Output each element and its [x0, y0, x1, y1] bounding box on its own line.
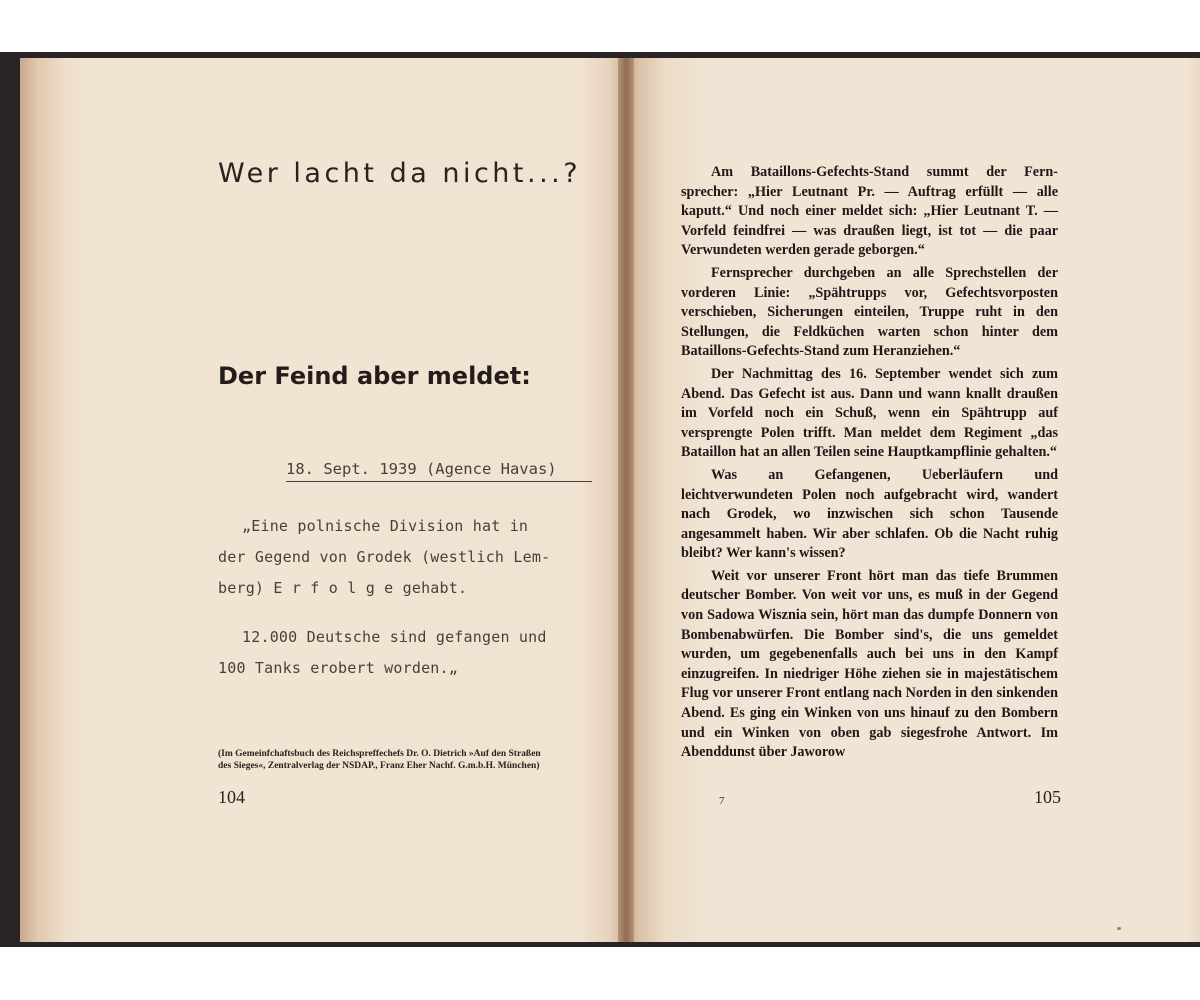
top-margin — [0, 0, 1200, 52]
typed-line: berg) E r f o l g e gehabt. — [218, 579, 468, 597]
typed-line: der Gegend von Grodek (westlich Lem- — [218, 548, 551, 566]
typed-line: 12.000 Deutsche sind gefangen und — [242, 628, 547, 646]
paragraph: Was an Gefangenen, Ueberläufern und leichtverwundeten Polen noch aufgebracht wird, wandert nach Grodek, wo inzwischen sich schon Tausende angesammelt haben. Wir aber schlafen. Ob die Nacht ruhig bleibt? Wer kann's wissen? — [681, 466, 1058, 562]
page-number-left: 104 — [218, 787, 245, 807]
paragraph: Am Bataillons-Gefechts-Stand summt der Fern-sprecher: „Hier Leutnant Pr. — Auftrag erfüllt — alle kaputt.“ Und noch einer meldet sich: „Hier Leutnant T. — Vorfeld feindfrei — was draußen liegt, ist tot — die paar Verwundeten werden gerade geborgen.“ — [681, 164, 1058, 259]
body-text-column — [681, 163, 1058, 766]
source-line: 18. Sept. 1939 (Agence Havas) — [286, 460, 592, 482]
typed-line: 100 Tanks erobert worden.„ — [218, 659, 458, 677]
page-number-right: 105 — [1034, 787, 1061, 807]
paragraph: Fernsprecher durchgeben an alle Sprechstellen der vorderen Linie: „Spähtrupps vor, Gefechtsvorposten verschieben, Sicherungen einteilen, Truppe ruht in den Stellungen, die Feldküchen warten schon hinter dem Bataillons-Gefechts-Stand zum Heranziehen.“ — [681, 264, 1058, 360]
footnote-line: des Sieges«, Zentralverlag der NSDAP., Franz Eher Nachf. G.m.b.H. München) — [218, 761, 540, 771]
typed-quote-block — [218, 622, 598, 684]
paragraph: Weit vor unserer Front hört man das tiefe Brummen deutscher Bomber. Von weit vor uns, es muß in der Gegend von Sadowa Wisznia sein, hört man das dumpfe Donnern von Bombenabwürfen. Die Bomber sind's, die uns gemeldet wurden, um gegebenenfalls auch bei uns in den Kampf einzugreifen. In niedriger Höhe ziehen sie in majestätischem Flug vor unserer Front entlang nach Norden in den sinkenden Abend. Es ging ein Winken von uns hinauf zu den Bombern und ein Winken von oben gab siegesfrohe Antwort. Im Abenddunst über Jaworow — [681, 567, 1058, 761]
left-page — [20, 58, 626, 942]
paper-speck — [1117, 927, 1121, 930]
book-gutter — [618, 58, 634, 942]
typed-quote-block — [218, 511, 598, 604]
footnote — [218, 748, 598, 772]
typed-line: „Eine polnische Division hat in — [242, 517, 529, 535]
sub-heading: Der Feind aber meldet: — [218, 362, 531, 390]
chapter-title: Wer lacht da nicht...? — [218, 158, 582, 189]
footnote-line: (Im Gemeinfchaftsbuch des Reichspreffechefs Dr. O. Dietrich »Auf den Straßen — [218, 749, 541, 759]
paragraph: Der Nachmittag des 16. September wendet sich zum Abend. Das Gefecht ist aus. Dann und wann knallt draußen im Vorfeld noch ein Schuß, wenn ein Spähtrupp auf versprengte Polen trifft. Man meldet dem Regiment „das Bataillon hat an allen Teilen seine Hauptkampflinie gehalten.“ — [681, 365, 1058, 461]
signature-mark: 7 — [719, 795, 725, 807]
